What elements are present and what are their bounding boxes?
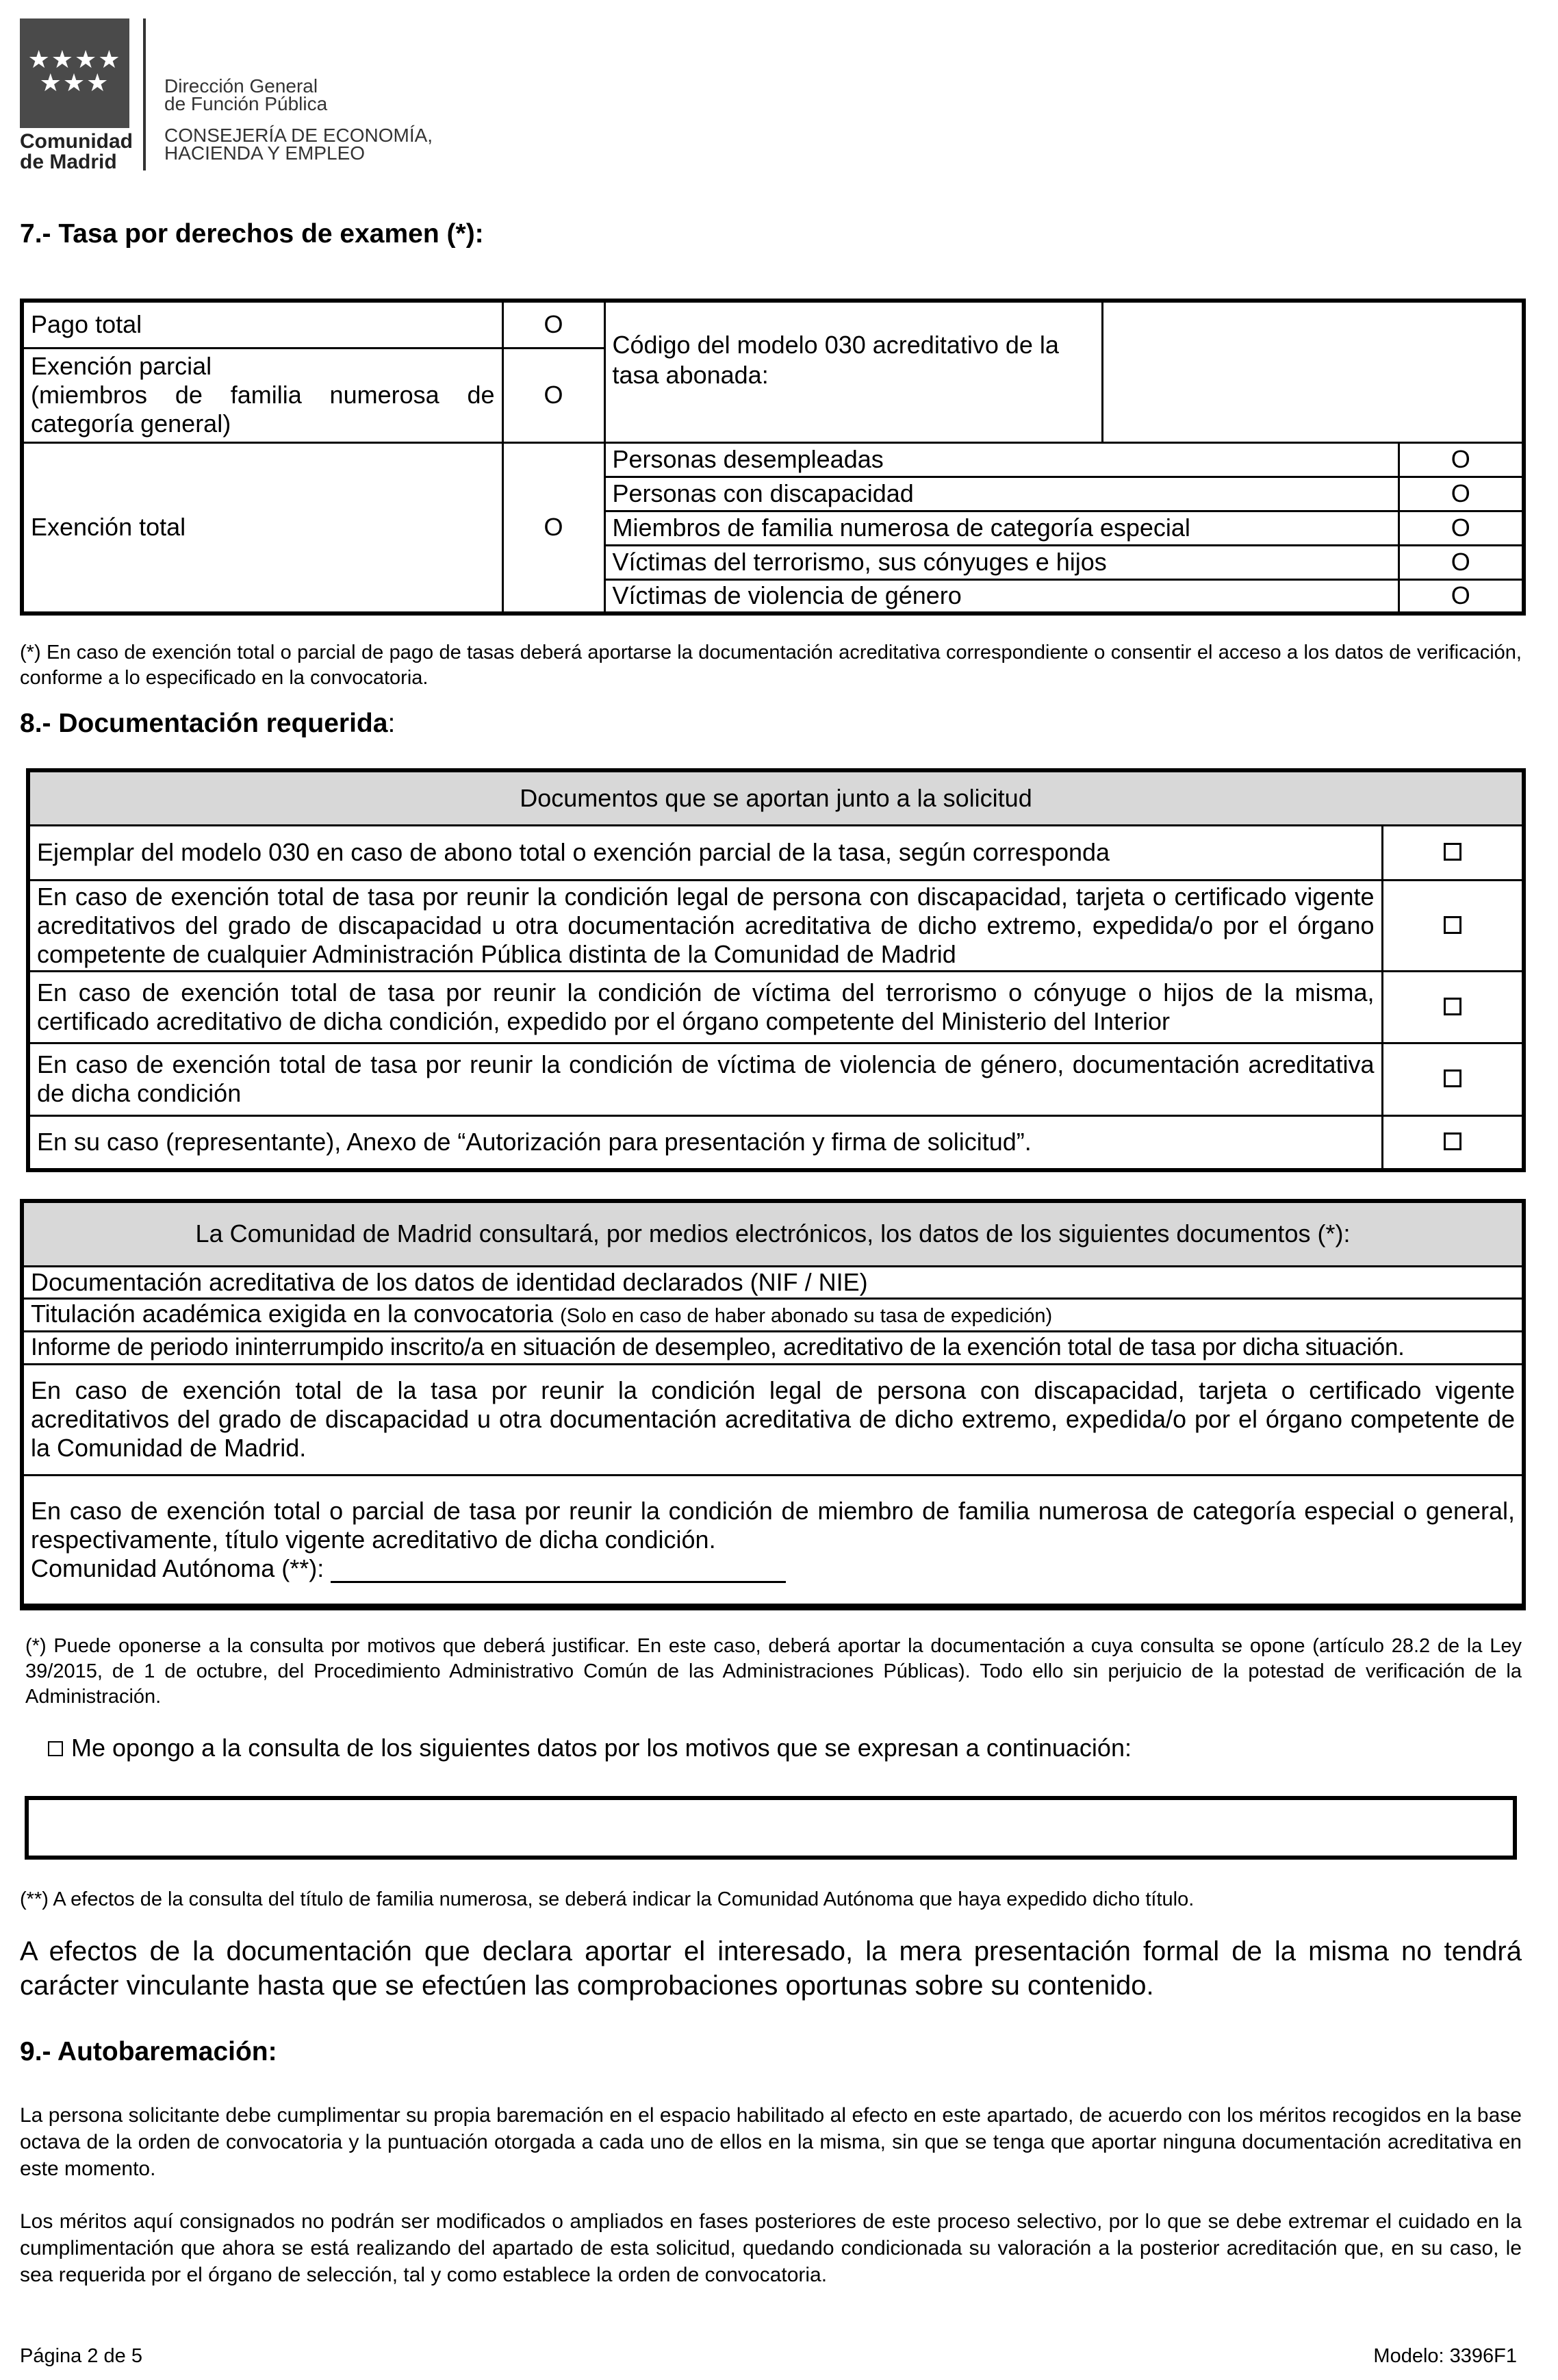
documents-table [26, 768, 1526, 1172]
document-item: Ejemplar del modelo 030 en caso de abono total o exención parcial de la tasa, según corresponda [28, 825, 1382, 880]
document-checkbox[interactable] [1382, 1043, 1524, 1115]
logo-line: de Madrid [20, 151, 117, 173]
document-checkbox[interactable] [1382, 825, 1524, 880]
exencion-parcial-cell [22, 348, 502, 442]
section8-title-text: 8.- Documentación requerida [20, 709, 388, 738]
document-checkbox[interactable] [1382, 1115, 1524, 1170]
section9-paragraph: Los méritos aquí consignados no podrán ser modificados o ampliados en fases posteriores de este proceso selectivo, por lo que se debe extremar el cuidado en la cumplimentación que ahora se está realizando del apartado de esta solicitud, quedando condicionada su valoración a la posterior acreditación que, en su caso, le sea requerida por el órgano de selección, tal y como establece la orden de convocatoria. [20, 2210, 1522, 2286]
checkbox-icon[interactable] [1444, 1069, 1461, 1087]
checkbox-icon[interactable] [1444, 843, 1461, 861]
exemption-radio[interactable]: O [1399, 477, 1524, 511]
logo-stars: ★★★★ ★★★ [27, 45, 122, 97]
dept-line: Dirección General [164, 75, 318, 97]
exemption-label: Personas desempleadas [604, 442, 1399, 477]
exemption-radio[interactable]: O [1399, 442, 1524, 477]
checkbox-icon[interactable] [48, 1741, 63, 1756]
oppose-label: Me opongo a la consulta de los siguientes datos por los motivos que se expresan a continuación: [71, 1734, 1132, 1762]
page-number: Página 2 de 5 [20, 2345, 142, 2367]
dept-line: de Función Pública [164, 93, 328, 114]
consult-item [22, 1298, 1524, 1331]
divider [143, 18, 146, 170]
oppose-footnote: (*) Puede oponerse a la consulta por motivos que deberá justificar. En este caso, deberá aportar la documentación a cuya consulta se opone (artículo 28.2 de la Ley 39/2015, de 1 de octubre, del Procedimiento Administrativo Común de las Administraciones Públicas). Todo ello sin perjuicio de la potestad de verificación de la Administración. [25, 1635, 1522, 1708]
consult-item-note: (Solo en caso de haber abonado su tasa de expedición) [560, 1304, 1053, 1327]
pago-total-radio[interactable]: O [502, 301, 604, 348]
dept-line: CONSEJERÍA DE ECONOMÍA, [164, 125, 433, 146]
consultation-table [20, 1199, 1526, 1610]
codigo-label: Código del modelo 030 acreditativo de la tasa abonada: [604, 301, 1102, 442]
document-checkbox[interactable] [1382, 971, 1524, 1043]
consult-item-text: Titulación académica exigida en la convocatoria [31, 1299, 554, 1328]
document-item: En caso de exención total de tasa por reunir la condición de víctima del terrorismo o cónyuge o hijos de la misma, certificado acreditativo de dicha condición, expedido por el órgano competente del Ministerio del Interior [28, 971, 1382, 1043]
consult-item: Informe de periodo ininterrumpido inscrito/a en situación de desempleo, acreditativo de la exención total de tasa por dicha situación. [22, 1331, 1524, 1364]
exencion-total-label: Exención total [22, 442, 502, 613]
comunidad-label: Comunidad Autónoma (**): [31, 1554, 324, 1582]
consult-item: Documentación acreditativa de los datos de identidad declarados (NIF / NIE) [22, 1266, 1524, 1298]
comunidad-footnote: (**) A efectos de la consulta del título de familia numerosa, se deberá indicar la Comunidad Autónoma que haya expedido dicho título. [20, 1888, 1195, 1910]
codigo-input[interactable] [1102, 301, 1524, 442]
consult-item: En caso de exención total de la tasa por reunir la condición legal de persona con discapacidad, tarjeta o certificado vigente acreditativos del grado de discapacidad u otra documentación acreditativa de dicho extremo, expedida/o por el órgano competente de la Comunidad de Madrid. [22, 1364, 1524, 1475]
logo-line: Comunidad [20, 130, 133, 153]
section9-paragraph: La persona solicitante debe cumplimentar su propia baremación en el espacio habilitado al efecto en este apartado, de acuerdo con los méritos recogidos en la base octava de la orden de convocatoria y la puntuación otorgada a cada uno de ellos en la misma, sin que se tenga que aportar ninguna documentación acreditativa en este momento. [20, 2104, 1522, 2180]
checkbox-icon[interactable] [1444, 916, 1461, 934]
section9-title: 9.- Autobaremación: [20, 2037, 277, 2066]
checkbox-icon[interactable] [1444, 998, 1461, 1015]
exemption-label: Víctimas del terrorismo, sus cónyuges e hijos [604, 545, 1399, 579]
exencion-parcial-note: (miembros de familia numerosa de categoría general) [31, 381, 495, 438]
consult-item [22, 1475, 1524, 1607]
exemption-label: Víctimas de violencia de género [604, 579, 1399, 613]
model-code: Modelo: 3396F1 [1373, 2345, 1517, 2367]
exencion-parcial-radio[interactable]: O [502, 348, 604, 442]
consultation-header: La Comunidad de Madrid consultará, por medios electrónicos, los datos de los siguientes documentos (*): [22, 1201, 1524, 1266]
fee-table [20, 299, 1526, 616]
document-item: En su caso (representante), Anexo de “Autorización para presentación y firma de solicitud”. [28, 1115, 1382, 1170]
document-checkbox[interactable] [1382, 880, 1524, 971]
pago-total-label: Pago total [22, 301, 502, 348]
exemption-label: Personas con discapacidad [604, 477, 1399, 511]
exemption-radio[interactable]: O [1399, 511, 1524, 545]
fee-footnote: (*) En caso de exención total o parcial de pago de tasas deberá aportarse la documentación acreditativa correspondiente o consentir el acceso a los datos de verificación, conforme a lo especificado en la convocatoria. [20, 642, 1522, 689]
document-item: En caso de exención total de tasa por reunir la condición legal de persona con discapacidad, tarjeta o certificado vigente acreditativos del grado de discapacidad u otra documentación acreditativa de dicho extremo, expedida/o por el órgano competente de cualquier Administración Pública distinta de la Comunidad de Madrid [28, 880, 1382, 971]
department-header [164, 77, 433, 162]
colon: : [387, 709, 396, 738]
comunidad-input[interactable] [331, 1558, 786, 1583]
exencion-parcial-label: Exención parcial [31, 352, 212, 380]
exemption-radio[interactable]: O [1399, 545, 1524, 579]
oppose-option[interactable] [48, 1734, 1132, 1762]
exencion-total-radio[interactable]: O [502, 442, 604, 613]
consult-item-text: En caso de exención total o parcial de tasa por reunir la condición de miembro de familia numerosa de categoría especial o general, respectivamente, título vigente acreditativo de dicha condición. [31, 1496, 1515, 1554]
dept-line: HACIENDA Y EMPLEO [164, 142, 366, 164]
documents-header: Documentos que se aportan junto a la solicitud [28, 770, 1524, 825]
section7-title: 7.- Tasa por derechos de examen (*): [20, 219, 484, 249]
oppose-reason-input[interactable] [25, 1796, 1517, 1860]
section8-title [20, 709, 395, 739]
exemption-label: Miembros de familia numerosa de categoría especial [604, 511, 1399, 545]
checkbox-icon[interactable] [1444, 1132, 1461, 1150]
logo-text [20, 131, 133, 173]
exemption-radio[interactable]: O [1399, 579, 1524, 613]
comunidad-field [31, 1554, 1515, 1583]
document-item: En caso de exención total de tasa por reunir la condición de víctima de violencia de género, documentación acreditativa de dicha condición [28, 1043, 1382, 1115]
statement: A efectos de la documentación que declara aportar el interesado, la mera presentación formal de la misma no tendrá carácter vinculante hasta que se efectúen las comprobaciones oportunas sobre su contenido. [20, 1936, 1522, 2001]
